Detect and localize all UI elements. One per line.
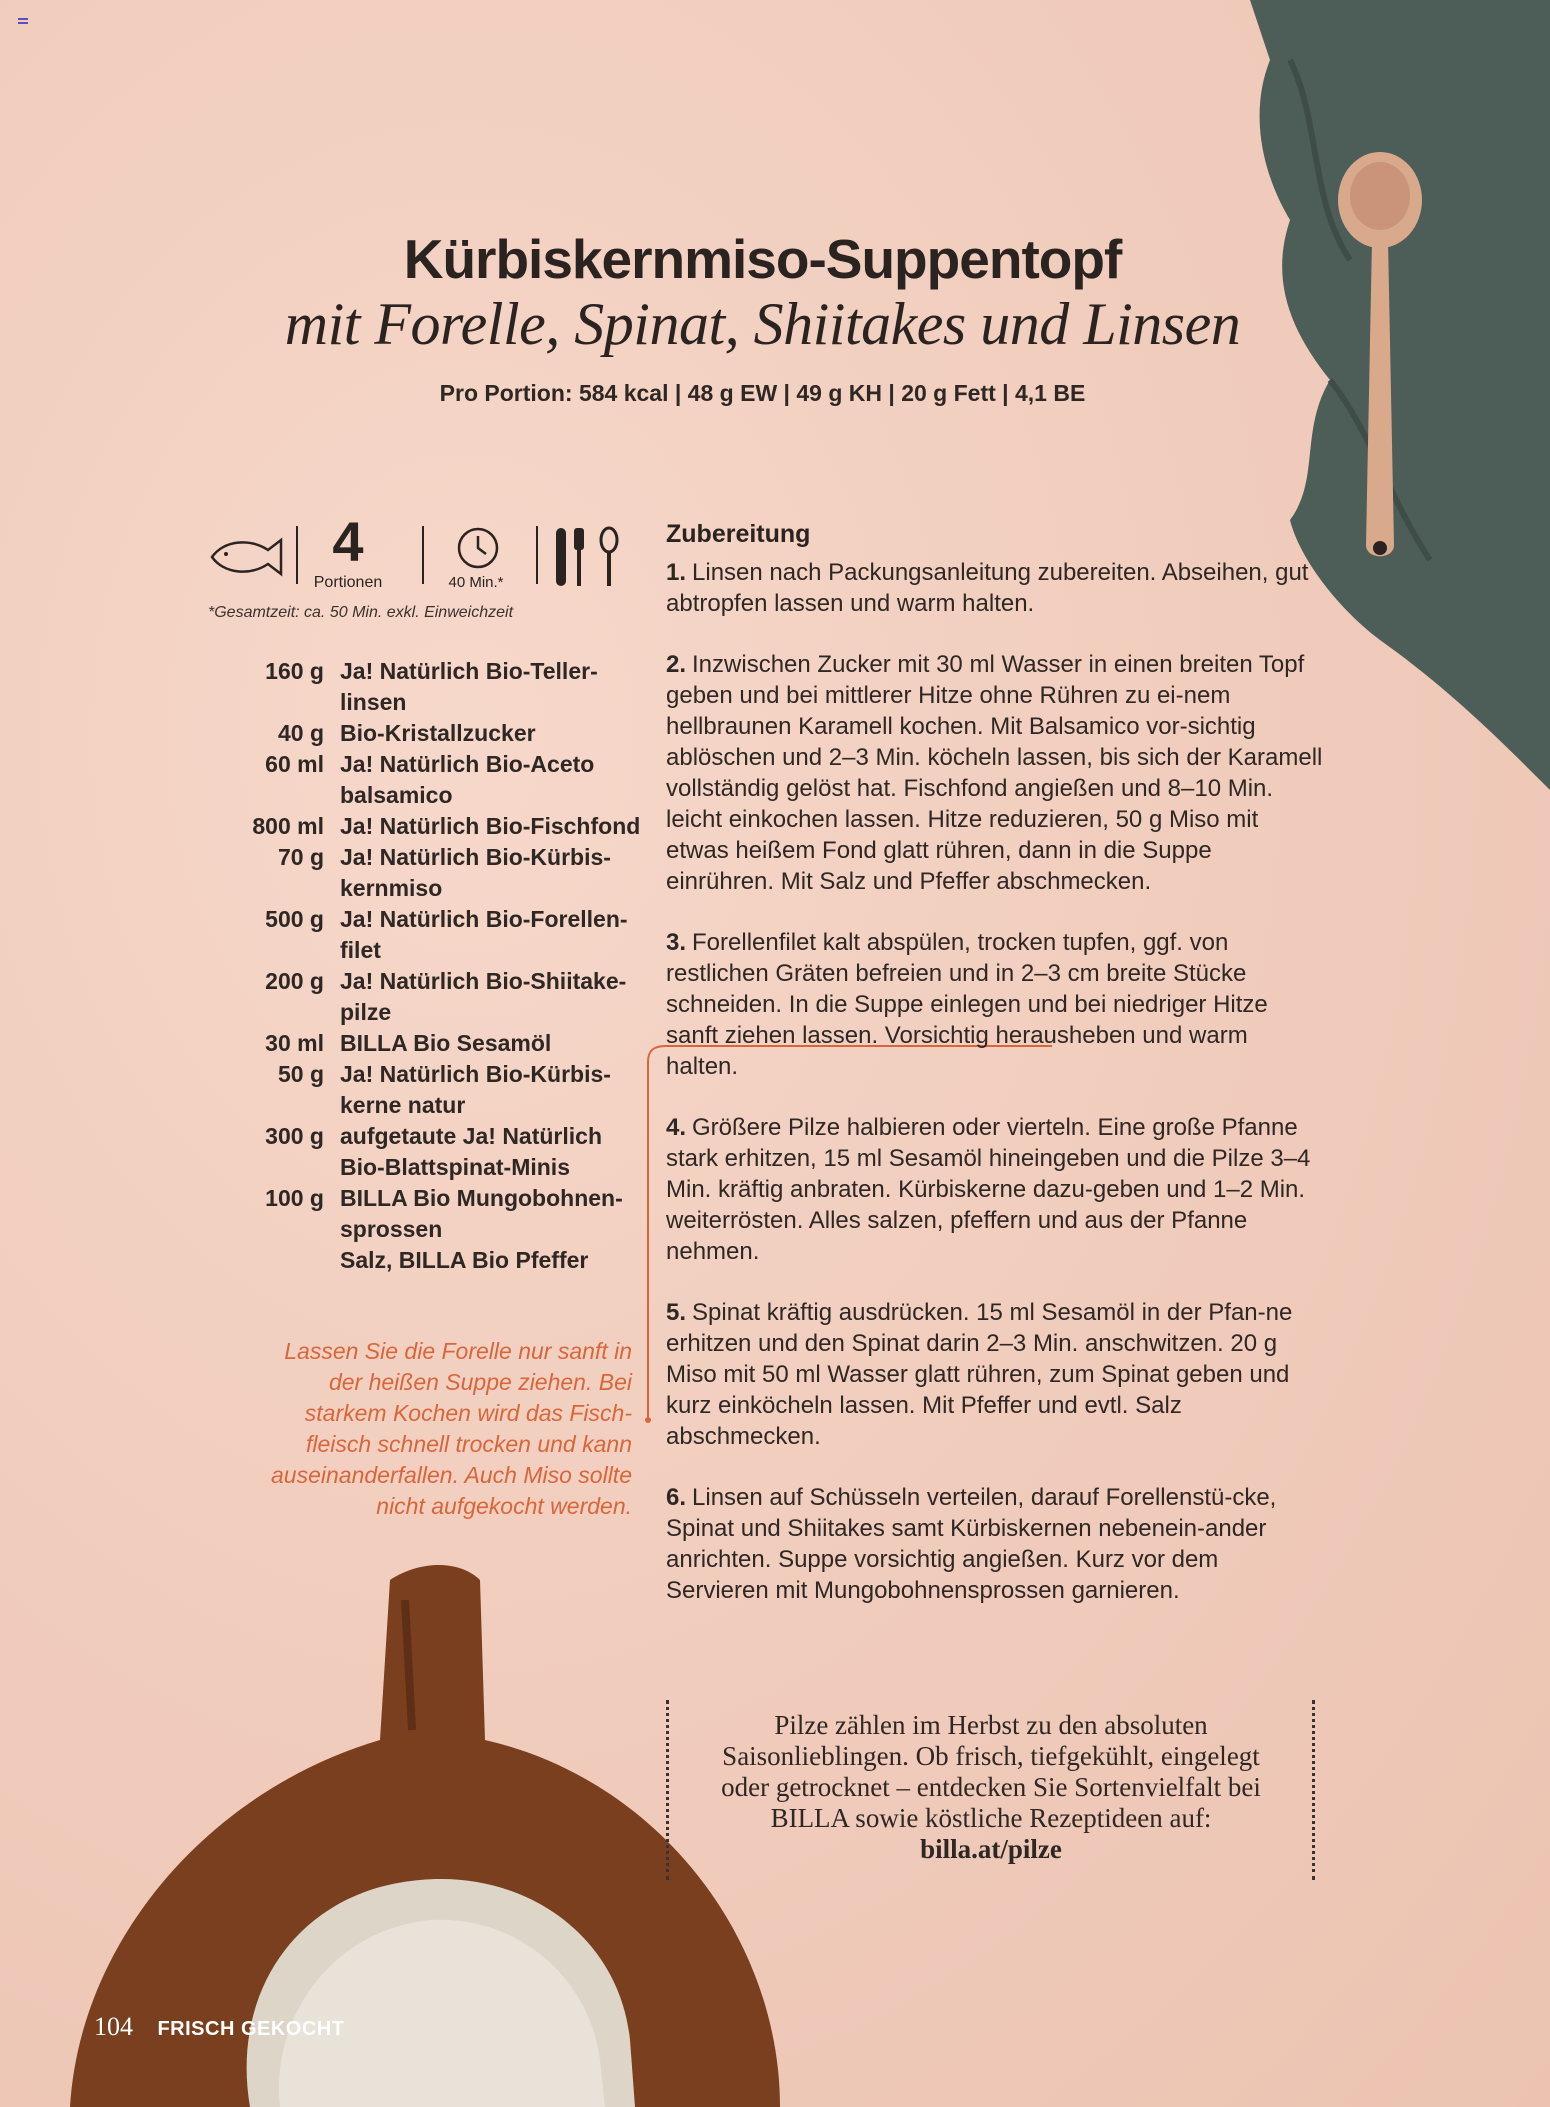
ingredient-row (200, 749, 650, 811)
ingredient-name: Ja! Natürlich Bio-Kürbis-kerne natur (340, 1061, 611, 1118)
info-box (666, 1700, 1316, 1880)
ingredient-name: Ja! Natürlich Bio-Kürbis-kernmiso (340, 844, 611, 901)
page-footer (94, 2012, 344, 2042)
page-number: 104 (94, 2012, 133, 2041)
ingredient-quantity: 800 ml (252, 813, 324, 839)
clock-icon (456, 526, 500, 570)
ingredient-name: Ja! Natürlich Bio-Teller-linsen (340, 658, 598, 715)
preparation-step (666, 557, 1326, 619)
cutlery-icon (552, 526, 624, 588)
ingredient-row (200, 842, 650, 904)
time-label: 40 Min.* (448, 574, 504, 591)
ingredient-row (200, 811, 650, 842)
ingredient-row (200, 718, 650, 749)
section-name: FRISCH GEKOCHT (157, 2018, 345, 2040)
step-text: Linsen auf Schüsseln verteilen, darauf Forellenstü-cke, Spinat und Shiitakes samt Kürbiskernen nebenein-ander anrichten. Suppe vorsichtig angießen. Kurz vor dem Servieren mit Mungobohnensprossen garnieren. (666, 1484, 1277, 1604)
ingredient-quantity: 200 g (265, 968, 324, 994)
recipe-title (0, 226, 1525, 356)
ingredient-row (200, 966, 650, 1028)
ingredient-quantity: 50 g (277, 1061, 324, 1087)
ingredient-name: Ja! Natürlich Bio-Shiitake-pilze (340, 968, 627, 1025)
recipe-meta (208, 510, 628, 596)
corner-mark (18, 18, 28, 26)
meta-separator (536, 526, 538, 584)
preparation-steps (666, 557, 1326, 1606)
meta-separator (422, 526, 424, 584)
ingredient-quantity: 70 g (277, 844, 324, 870)
ingredient-quantity: 30 ml (265, 1030, 324, 1056)
step-text: Linsen nach Packungsanleitung zubereiten. Abseihen, gut abtropfen lassen und warm halten. (666, 559, 1309, 617)
preparation-step (666, 1112, 1326, 1267)
preparation-heading: Zubereitung (666, 520, 811, 548)
step-text: Größere Pilze halbieren oder vierteln. Eine große Pfanne stark erhitzen, 15 ml Sesamöl hineingeben und die Pilze 3–4 Min. kräftig anbraten. Kürbiskerne dazu-geben und 1–2 Min. weiterrösten. Alles salzen, pfeffern und aus der Pfanne nehmen. (666, 1114, 1311, 1265)
ingredient-quantity: 60 ml (265, 751, 324, 777)
cooking-tip: Lassen Sie die Forelle nur sanft in der heißen Suppe ziehen. Bei starkem Kochen wird das Fisch-fleisch schnell trocken und kann auseinanderfallen. Auch Miso sollte nicht aufgekocht werden. (271, 1338, 632, 1519)
step-number: 4. (666, 1114, 687, 1141)
ingredient-row (200, 1245, 650, 1276)
ingredient-name: Ja! Natürlich Bio-Forellen-filet (340, 906, 628, 963)
fish-icon (208, 534, 284, 580)
preparation-step (666, 1482, 1326, 1606)
ingredient-row (200, 904, 650, 966)
ingredient-quantity (200, 1245, 340, 1276)
nutrition-info: Pro Portion: 584 kcal | 48 g EW | 49 g KH | 20 g Fett | 4,1 BE (439, 380, 1086, 406)
ingredient-row (200, 1183, 650, 1245)
ingredients-list (200, 656, 650, 1276)
portions-number: 4 (332, 510, 364, 573)
dotted-border-right (1312, 1700, 1315, 1880)
step-number: 6. (666, 1484, 687, 1511)
ingredient-quantity: 100 g (265, 1185, 324, 1211)
ingredient-quantity: 40 g (277, 720, 324, 746)
ingredient-quantity: 300 g (265, 1123, 324, 1149)
step-text: Forellenfilet kalt abspülen, trocken tupfen, ggf. von restlichen Gräten befreien und in 2–3 cm breite Stücke schneiden. In die Suppe einlegen und bei niedriger Hitze sanft ziehen lassen. Vorsichtig herausheben und warm halten. (666, 929, 1268, 1080)
ingredient-row (200, 656, 650, 718)
preparation-step (666, 1297, 1326, 1452)
ingredient-name: Salz, BILLA Bio Pfeffer (340, 1247, 589, 1273)
ingredient-name: Bio-Kristallzucker (340, 720, 536, 746)
preparation-step (666, 927, 1326, 1082)
ingredient-quantity: 500 g (265, 906, 324, 932)
ingredient-quantity: 160 g (265, 658, 324, 684)
ingredient-row (200, 1121, 650, 1183)
portions-label: Portionen (313, 574, 383, 591)
ingredient-name: Ja! Natürlich Bio-Aceto balsamico (340, 751, 595, 808)
preparation-step (666, 649, 1326, 897)
ingredient-name: Ja! Natürlich Bio-Fischfond (340, 813, 641, 839)
title-main: Kürbiskernmiso-Suppentopf (403, 228, 1122, 290)
step-text: Spinat kräftig ausdrücken. 15 ml Sesamöl in der Pfan-ne erhitzen und den Spinat darin 2–3 Min. anschwitzen. 20 g Miso mit 50 ml Wasser glatt rühren, zum Spinat geben und kurz einköcheln lassen. Mit Pfeffer und evtl. Salz abschmecken. (666, 1299, 1293, 1450)
ingredient-name: aufgetaute Ja! Natürlich Bio-Blattspinat-Minis (340, 1123, 602, 1180)
info-link[interactable]: billa.at/pilze (920, 1834, 1062, 1864)
ingredient-name: BILLA Bio Mungobohnen-sprossen (340, 1185, 623, 1242)
ingredient-row (200, 1059, 650, 1121)
step-number: 1. (666, 559, 687, 586)
step-text: Inzwischen Zucker mit 30 ml Wasser in einen breiten Topf geben und bei mittlerer Hitze ohne Rühren zu ei-nem hellbraunen Karamell kochen. Mit Balsamico vor-sichtig ablöschen und 2–3 Min. köcheln lassen, bis sich der Karamell vollständig gelöst hat. Fischfond angießen und 8–10 Min. leicht einkochen lassen. Hitze reduzieren, 50 g Miso mit etwas heißem Fond glatt rühren, dann in die Suppe einrühren. Mit Salz und Pfeffer abschmecken. (666, 651, 1323, 895)
info-text (706, 1710, 1276, 1865)
step-number: 3. (666, 929, 687, 956)
ingredient-row (200, 1028, 650, 1059)
title-subtitle: mit Forelle, Spinat, Shiitakes und Linsen (284, 291, 1241, 357)
preparation-section (666, 520, 1326, 1636)
time-footnote: *Gesamtzeit: ca. 50 Min. exkl. Einweichzeit (208, 604, 514, 621)
dotted-border-left (666, 1700, 669, 1880)
step-number: 5. (666, 1299, 687, 1326)
step-number: 2. (666, 651, 687, 678)
info-body: Pilze zählen im Herbst zu den absoluten Saisonlieblingen. Ob frisch, tiefgekühlt, eingelegt oder getrocknet – entdecken Sie Sortenvielfalt bei BILLA sowie köstliche Rezeptideen auf: (721, 1710, 1261, 1833)
ingredient-name: BILLA Bio Sesamöl (340, 1030, 552, 1056)
